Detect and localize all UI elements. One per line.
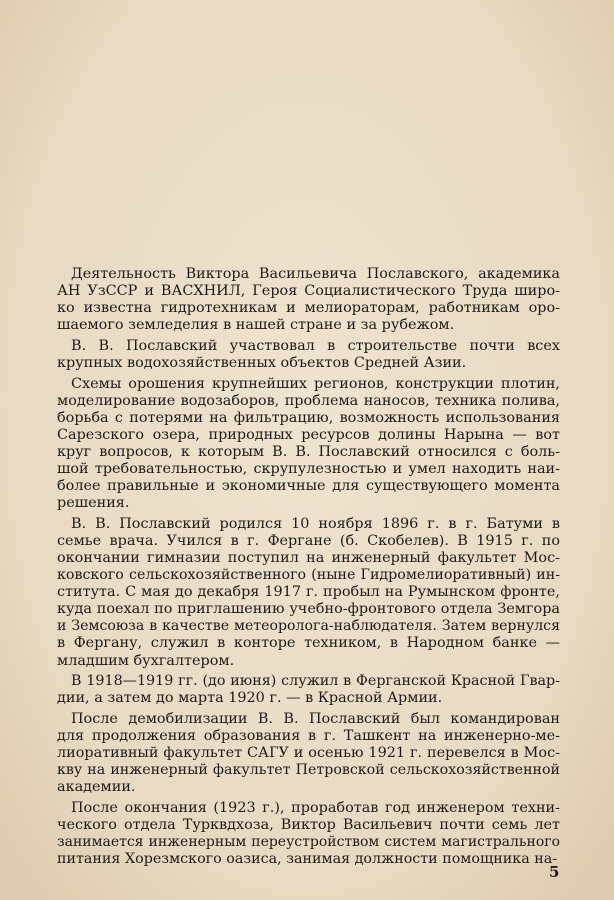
text-line: крупных водохозяйственных объектов Средней Азии. <box>57 354 467 371</box>
text-line: моделирование водозаборов, проблема наносов, техника полива, <box>57 392 560 409</box>
text-line: После окончания (1923 г.), проработав год инженером техни- <box>71 799 560 816</box>
text-line: лиоративный факультет САГУ и осенью 1921 г. перевелся в Мос- <box>57 745 560 762</box>
paragraph <box>57 338 560 372</box>
text-line: Схемы орошения крупнейших регионов, конструкции плотин, <box>71 375 560 392</box>
paragraph <box>57 711 560 796</box>
paragraph <box>57 800 560 868</box>
paragraph <box>57 376 560 513</box>
paragraph <box>57 266 560 334</box>
text-line: ковского сельскохозяйственного (ныне Гидромелиоративный) ин- <box>57 567 560 584</box>
text-line: академии. <box>57 779 136 796</box>
page-number: 5 <box>549 863 560 881</box>
text-line: В 1918—1919 гг. (до июня) служил в Ферганской Красной Гвар- <box>71 673 560 690</box>
text-line: шой требовательностью, скрупулезностью и умел находить наи- <box>57 461 560 478</box>
text-line: шаемого земледелия в нашей стране и за рубежом. <box>57 317 455 334</box>
text-line: Сарезского озера, природных ресурсов долины Нарына — вот <box>57 426 560 443</box>
text-line: более правильные и экономичные для существующего момента <box>57 478 560 495</box>
text-line: питания Хорезмского оазиса, занимая должности помощника на- <box>57 851 558 868</box>
text-line: окончании гимназии поступил на инженерный факультет Мос- <box>57 550 560 566</box>
text-line: В. В. Пославский участвовал в строительстве почти всех <box>71 337 560 354</box>
text-line: АН УзССР и ВАСХНИЛ, Героя Социалистического Труда широ- <box>57 283 560 300</box>
text-line: семье врача. Учился в г. Фергане (б. Скобелев). В 1915 г. по <box>57 532 560 549</box>
text-line: круг вопросов, к которым В. В. Пославский относился с боль- <box>57 443 560 460</box>
text-line: ститута. С мая до декабря 1917 г. пробыл на Румынском фронте, <box>57 584 560 601</box>
text-line: младшим бухгалтером. <box>57 652 235 669</box>
text-line: в Фергану, служил в конторе техником, в Народном банке — <box>57 635 560 652</box>
text-line: для продолжения образования в г. Ташкент на инженерно-ме- <box>57 727 560 744</box>
text-line: куда поехал по приглашению учебно-фронтового отдела Земгора <box>57 601 560 618</box>
text-line: Деятельность Виктора Васильевича Пославского, академика <box>71 266 560 282</box>
text-line: После демобилизации В. В. Пославский был командирован <box>71 710 560 727</box>
text-line: кву на инженерный факультет Петровской сельскохозяйственной <box>57 762 560 779</box>
paragraph <box>57 516 560 670</box>
paragraph <box>57 673 560 707</box>
text-line: дии, а затем до марта 1920 г. — в Красной Армии. <box>57 690 443 707</box>
text-line: ческого отдела Турквдхоза, Виктор Васильевич почти семь лет <box>57 816 560 833</box>
text-line: решения. <box>57 495 130 512</box>
body-text <box>57 266 560 872</box>
text-line: занимается инженерным переустройством систем магистрального <box>57 834 560 850</box>
text-line: В. В. Пославский родился 10 ноября 1896 г. в г. Батуми в <box>71 515 560 532</box>
text-line: ко известна гидротехникам и мелиораторам, работникам оро- <box>57 300 560 317</box>
text-line: борьба с потерями на фильтрацию, возможность использования <box>57 409 560 426</box>
text-line: и Земсоюза в качестве метеоролога-наблюдателя. Затем вернулся <box>57 618 560 635</box>
